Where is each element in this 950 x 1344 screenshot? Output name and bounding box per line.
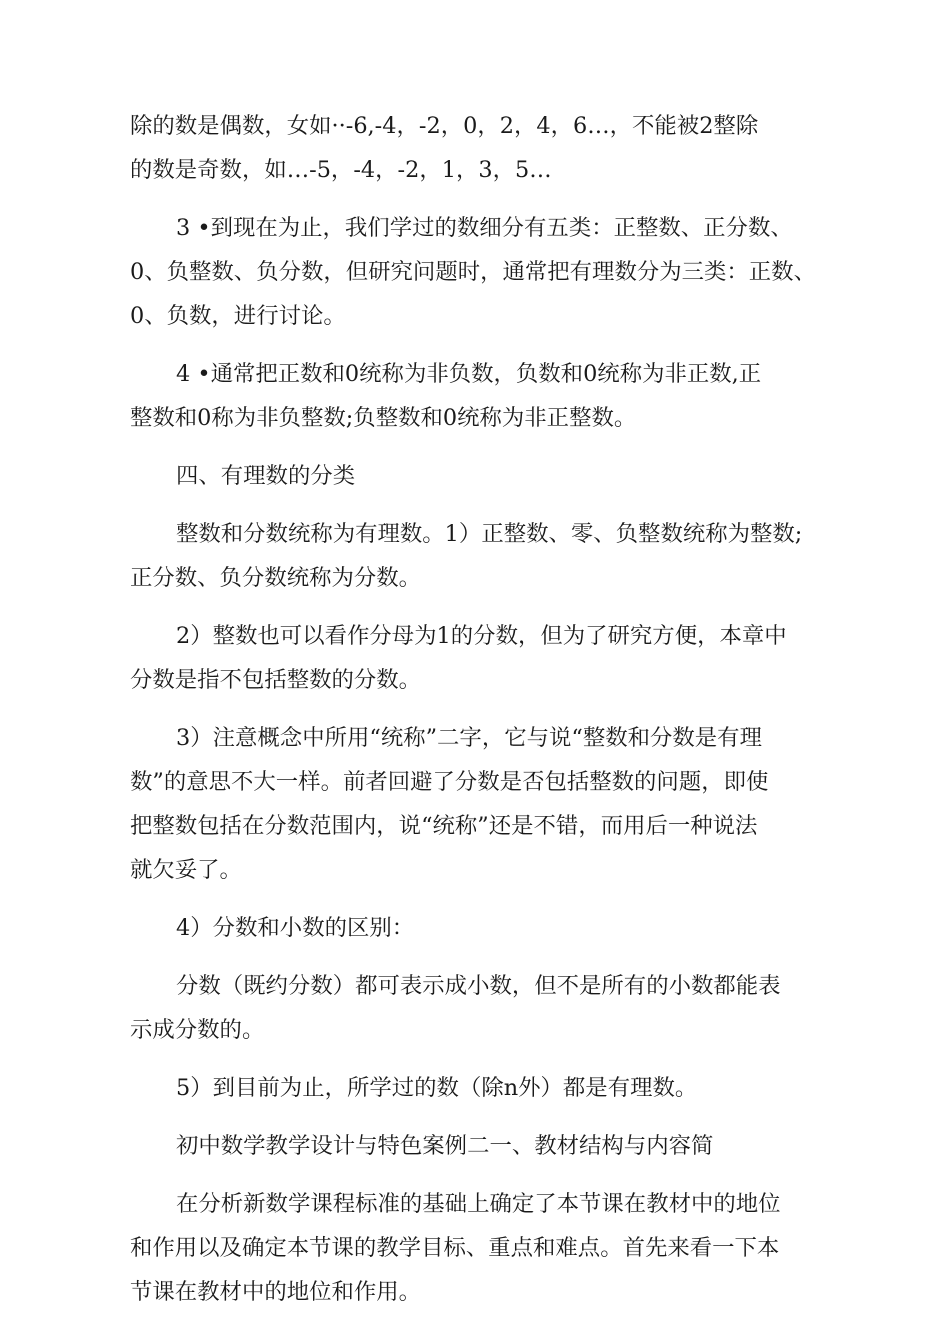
text-line: 3 •到现在为止，我们学过的数细分有五类：正整数、正分数、 bbox=[176, 215, 793, 241]
text-line: 0、负数，进行讨论。 bbox=[130, 303, 346, 329]
paragraph-point-3 bbox=[130, 206, 835, 338]
section-heading-case-two bbox=[130, 1124, 835, 1168]
text-line: 整数和0称为非负整数;负整数和0统称为非正整数。 bbox=[130, 405, 637, 431]
text-line: 5）到目前为止，所学过的数（除n外）都是有理数。 bbox=[176, 1075, 698, 1101]
text-line: 就欠妥了。 bbox=[130, 857, 242, 883]
text-line: 整数和分数统称为有理数。1）正整数、零、负整数统称为整数; bbox=[176, 521, 803, 547]
text-line: 数”的意思不大一样。前者回避了分数是否包括整数的问题，即使 bbox=[130, 769, 769, 795]
text-line: 0、负整数、负分数，但研究问题时，通常把有理数分为三类：正数、 bbox=[130, 259, 816, 285]
paragraph-curriculum-analysis bbox=[130, 1182, 835, 1314]
paragraph-fraction-decimal bbox=[130, 964, 835, 1052]
section-heading: 四、有理数的分类 bbox=[176, 463, 356, 489]
paragraph-item-2 bbox=[130, 614, 835, 702]
text-line: 4）分数和小数的区别： bbox=[176, 915, 415, 941]
text-line: 在分析新数学课程标准的基础上确定了本节课在教材中的地位 bbox=[176, 1191, 781, 1217]
paragraph-item-3 bbox=[130, 716, 835, 892]
text-line: 示成分数的。 bbox=[130, 1017, 265, 1043]
paragraph-item-4 bbox=[130, 906, 835, 950]
text-line: 除的数是偶数，女如··-6,-4，-2，0，2，4，6…，不能被2整除 bbox=[130, 113, 759, 139]
document-body bbox=[130, 104, 835, 1314]
text-line: 和作用以及确定本节课的教学目标、重点和难点。首先来看一下本 bbox=[130, 1235, 780, 1261]
text-line: 4 •通常把正数和0统称为非负数，负数和0统称为非正数,正 bbox=[176, 361, 762, 387]
text-line: 正分数、负分数统称为分数。 bbox=[130, 565, 422, 591]
paragraph-item-5 bbox=[130, 1066, 835, 1110]
paragraph-rational-definition bbox=[130, 512, 835, 600]
section-heading-rational-classification bbox=[130, 454, 835, 498]
text-line: 把整数包括在分数范围内，说“统称”还是不错，而用后一种说法 bbox=[130, 813, 758, 839]
paragraph-point-4 bbox=[130, 352, 835, 440]
text-line: 分数（既约分数）都可表示成小数，但不是所有的小数都能表 bbox=[176, 973, 781, 999]
text-line: 的数是奇数，如…-5，-4，-2，1，3，5… bbox=[130, 157, 552, 183]
text-line: 节课在教材中的地位和作用。 bbox=[130, 1279, 422, 1305]
paragraph-even-odd bbox=[130, 104, 835, 192]
text-line: 分数是指不包括整数的分数。 bbox=[130, 667, 422, 693]
text-line: 2）整数也可以看作分母为1的分数，但为了研究方便，本章中 bbox=[176, 623, 787, 649]
section-heading: 初中数学教学设计与特色案例二一、教材结构与内容简 bbox=[176, 1133, 714, 1159]
text-line: 3）注意概念中所用“统称”二字，它与说“整数和分数是有理 bbox=[176, 725, 762, 751]
